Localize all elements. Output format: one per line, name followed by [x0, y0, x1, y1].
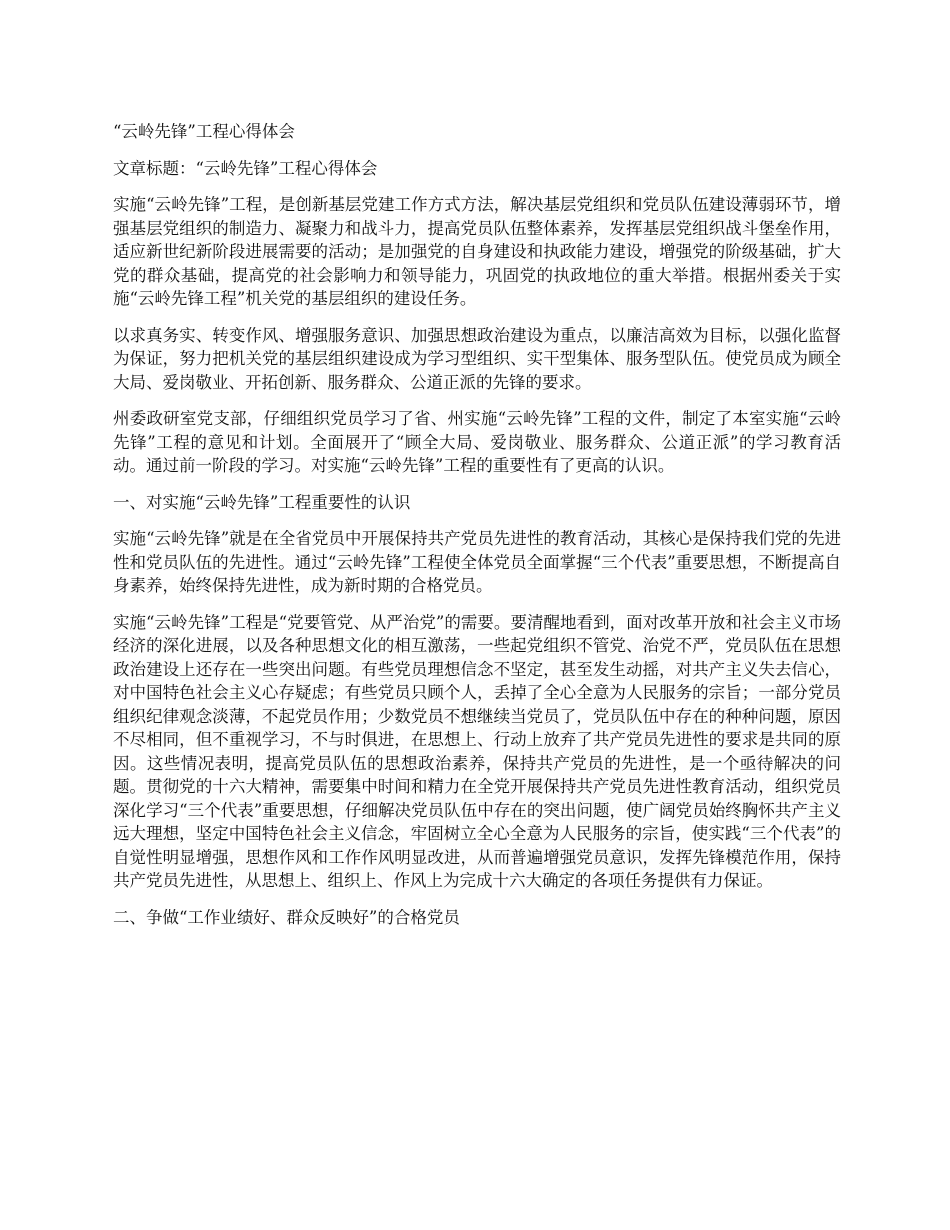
paragraph: 实施“云岭先锋”工程，是创新基层党建工作方式方法，解决基层党组织和党员队伍建设薄弱环节，增强基层党组织的制造力、凝聚力和战斗力，提高党员队伍整体素养，发挥基层党组织战斗堡垒作用，适应新世纪新阶段进展需要的活动；是加强党的自身建设和执政能力建设，增强党的阶级基础，扩大党的群众基础，提高党的社会影响力和领导能力，巩固党的执政地位的重大举措。根据州委关于实施“云岭先锋工程”机关党的基层组织的建设任务。: [113, 195, 841, 308]
paragraph: 实施“云岭先锋”就是在全省党员中开展保持共产党员先进性的教育活动，其核心是保持我们党的先进性和党员队伍的先进性。通过“云岭先锋”工程使全体党员全面掌握“三个代表”重要思想，不断提高自身素养，始终保持先进性，成为新时期的合格党员。: [113, 529, 841, 595]
paragraph: 州委政研室党支部，仔细组织党员学习了省、州实施“云岭先锋”工程的文件，制定了本室实施“云岭先锋”工程的意见和计划。全面展开了“顾全大局、爱岗敬业、服务群众、公道正派”的学习教育活动。通过前一阶段的学习。对实施“云岭先锋”工程的重要性有了更高的认识。: [113, 409, 841, 475]
document-page: [113, 120, 841, 942]
document-subtitle: 文章标题：“云岭先锋”工程心得体会: [113, 158, 378, 178]
paragraph: 以求真务实、转变作风、增强服务意识、加强思想政治建设为重点，以廉洁高效为目标，以强化监督为保证，努力把机关党的基层组织建设成为学习型组织、实干型集体、服务型队伍。使党员成为顾全大局、爱岗敬业、开拓创新、服务群众、公道正派的先锋的要求。: [113, 325, 841, 392]
paragraph: 实施“云岭先锋”工程是“党要管党、从严治党”的需要。要清醒地看到，面对改革开放和社会主义市场经济的深化进展，以及各种思想文化的相互激荡，一些起党组织不管党、治党不严，党员队伍在思想政治建设上还存在一些突出问题。有些党员理想信念不坚定，甚至发生动摇，对共产主义失去信心，对中国特色社会主义心存疑虑；有些党员只顾个人，丢掉了全心全意为人民服务的宗旨；一部分党员组织纪律观念淡薄，不起党员作用；少数党员不想继续当党员了，党员队伍中存在的种种问题，原因不尽相同，但不重视学习，不与时俱进，在思想上、行动上放弃了共产党员先进性的要求是共同的原因。这些情况表明，提高党员队伍的思想政治素养，保持共产党员的先进性，是一个亟待解决的问题。贯彻党的十六大精神，需要集中时间和精力在全党开展保持共产党员先进性教育活动，组织党员深化学习“三个代表”重要思想，仔细解决党员队伍中存在的突出问题，使广阔党员始终胸怀共产主义远大理想，坚定中国特色社会主义信念，牢固树立全心全意为人民服务的宗旨，使实践“三个代表”的自觉性明显增强，思想作风和工作作风明显改进，从而普遍增强党员意识，发挥先锋模范作用，保持共产党员先进性，从思想上、组织上、作风上为完成十六大确定的各项任务提供有力保证。: [113, 612, 841, 890]
section-heading: 二、争做“工作业绩好、群众反映好”的合格党员: [113, 907, 460, 927]
document-title: “云岭先锋”工程心得体会: [113, 122, 295, 141]
section-heading: 一、对实施“云岭先锋”工程重要性的认识: [113, 492, 411, 512]
